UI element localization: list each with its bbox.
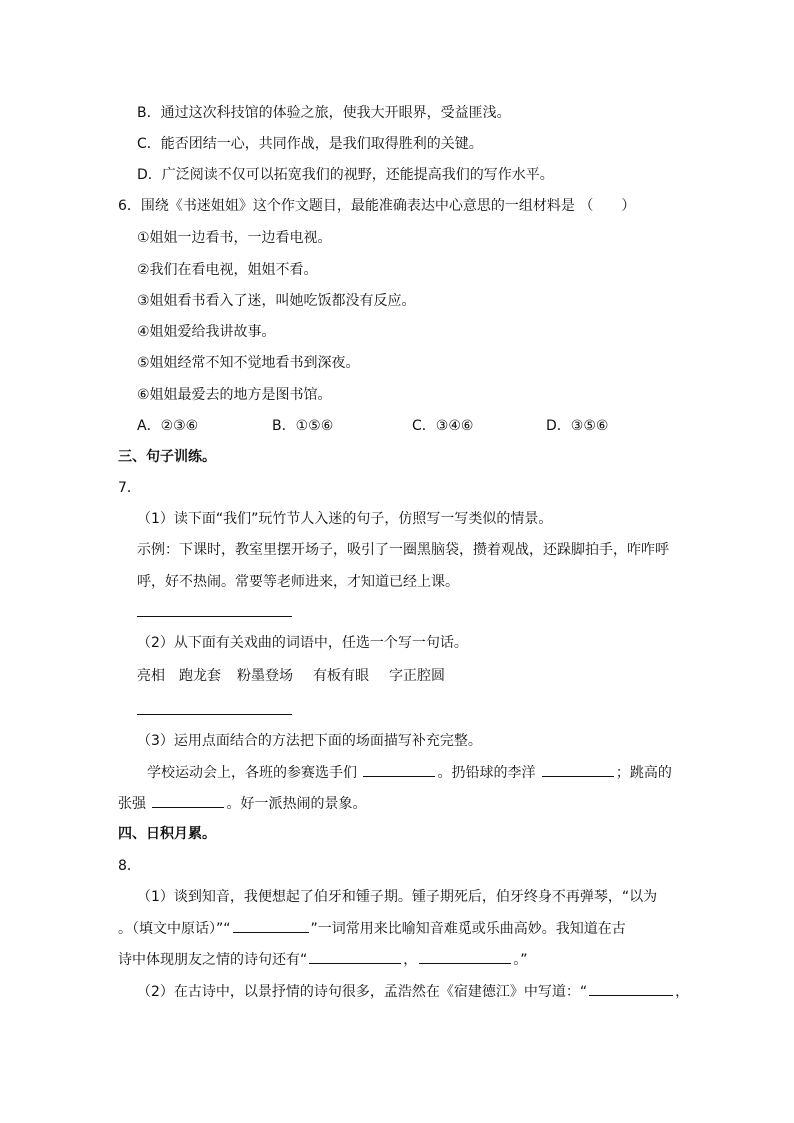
word-zizhengqiangyuan: 字正腔圆 xyxy=(389,668,445,684)
q7-part3-text-2: 。扔铅球的李洋 xyxy=(437,765,536,781)
q6-choice-d: D．③⑤⑥ xyxy=(546,418,609,434)
q5-option-b: B．通过这次科技馆的体验之旅，使我大开眼界，受益匪浅。 xyxy=(137,105,511,121)
q6-material-3: ③姐姐看书看入了迷，叫她吃饭都没有反应。 xyxy=(137,293,416,309)
q6-stem: 6．围绕《书迷姐姐》这个作文题目，最能准确表达中心意思的一组材料是 （ ） xyxy=(118,198,636,214)
q7-part3-line2 xyxy=(118,793,366,814)
q8-number: 8． xyxy=(118,858,141,874)
q8-part2-blank-1[interactable] xyxy=(589,981,673,996)
q6-material-6: ⑥姐姐最爱去的地方是图书馆。 xyxy=(137,387,332,403)
q5-option-d: D．广泛阅读不仅可以拓宽我们的视野，还能提高我们的写作水平。 xyxy=(137,167,554,183)
q7-part3-text-5: 。好一派热闹的景象。 xyxy=(226,796,367,812)
q8-part1-line3 xyxy=(118,949,528,970)
q6-choice-a: A．②③⑥ xyxy=(137,418,199,434)
word-fenmodengchang: 粉墨登场 xyxy=(237,668,293,684)
q8-part2-text-1: （2）在古诗中，以景抒情的诗句很多，孟浩然在《宿建德江》中写道：“ xyxy=(137,984,588,1000)
q7-example-line2: 呼，好不热闹。常要等老师进来，才知道已经上课。 xyxy=(137,574,459,590)
q7-part2-answer-line[interactable] xyxy=(137,714,292,715)
q7-part1-instruction: （1）读下面“我们”玩竹节人入迷的句子，仿照写一写类似的情景。 xyxy=(137,511,553,527)
q7-example-line1: 示例：下课时，教室里摆开场子，吸引了一圈黑脑袋，攒着观战，还跺脚拍手，咋咋呼 xyxy=(137,542,669,558)
q7-part3-text-3: ；跳高的 xyxy=(615,765,672,781)
q7-part3-blank-2[interactable] xyxy=(542,762,614,777)
q8-part1-text-2: 。（填文中原话）”“ xyxy=(118,921,231,937)
q8-part1-blank-3[interactable] xyxy=(419,949,511,964)
q6-material-5: ⑤姐姐经常不知不觉地看书到深夜。 xyxy=(137,355,360,371)
section4-title: 四、日积月累。 xyxy=(118,826,216,842)
q7-part3-blank-3[interactable] xyxy=(152,793,224,808)
q6-material-1: ①姐姐一边看书，一边看电视。 xyxy=(137,230,332,246)
q8-part1-blank-2[interactable] xyxy=(309,949,401,964)
q7-part3-text-4: 张强 xyxy=(118,796,146,812)
q7-part2-instruction: （2）从下面有关戏曲的词语中，任选一个写一句话。 xyxy=(137,635,468,651)
q7-part3-line1 xyxy=(147,762,672,783)
q7-word-list xyxy=(137,666,445,686)
q7-part3-instruction: （3）运用点面结合的方法把下面的场面描写补充完整。 xyxy=(137,733,482,749)
q8-part1-text-6: 。” xyxy=(513,952,528,968)
q8-part2-line1 xyxy=(137,981,689,1002)
q8-part2-text-2: ， xyxy=(675,984,690,1000)
q7-part3-blank-1[interactable] xyxy=(363,762,435,777)
q8-part1-text-3: ”一词常用来比喻知音难觅或乐曲高妙。我知道在古 xyxy=(310,921,626,937)
q6-choice-b: B．①⑤⑥ xyxy=(272,418,334,434)
q8-part1-blank-1[interactable] xyxy=(233,918,309,933)
q7-part1-answer-line[interactable] xyxy=(137,616,292,617)
word-paolongtao: 跑龙套 xyxy=(179,668,221,684)
q6-material-4: ④姐姐爱给我讲故事。 xyxy=(137,324,276,340)
q8-part1-text-5: ， xyxy=(403,952,418,968)
word-liangxiang: 亮相 xyxy=(137,668,165,684)
q8-part1-text-4: 诗中体现朋友之情的诗句还有“ xyxy=(118,952,308,968)
q8-part1-line1: （1）谈到知音，我便想起了伯牙和锺子期。锺子期死后，伯牙终身不再弹琴，“以为 xyxy=(137,889,658,905)
q8-part1-line2 xyxy=(118,918,626,939)
q6-material-2: ②我们在看电视，姐姐不看。 xyxy=(137,262,318,278)
section3-title: 三、句子训练。 xyxy=(118,449,216,465)
q5-option-c: C．能否团结一心，共同作战，是我们取得胜利的关键。 xyxy=(137,136,483,152)
q7-number: 7． xyxy=(118,480,141,496)
q7-part3-text-1: 学校运动会上，各班的参赛选手们 xyxy=(147,765,357,781)
word-youbanyouyan: 有板有眼 xyxy=(313,668,369,684)
q6-choice-c: C．③④⑥ xyxy=(412,418,474,434)
